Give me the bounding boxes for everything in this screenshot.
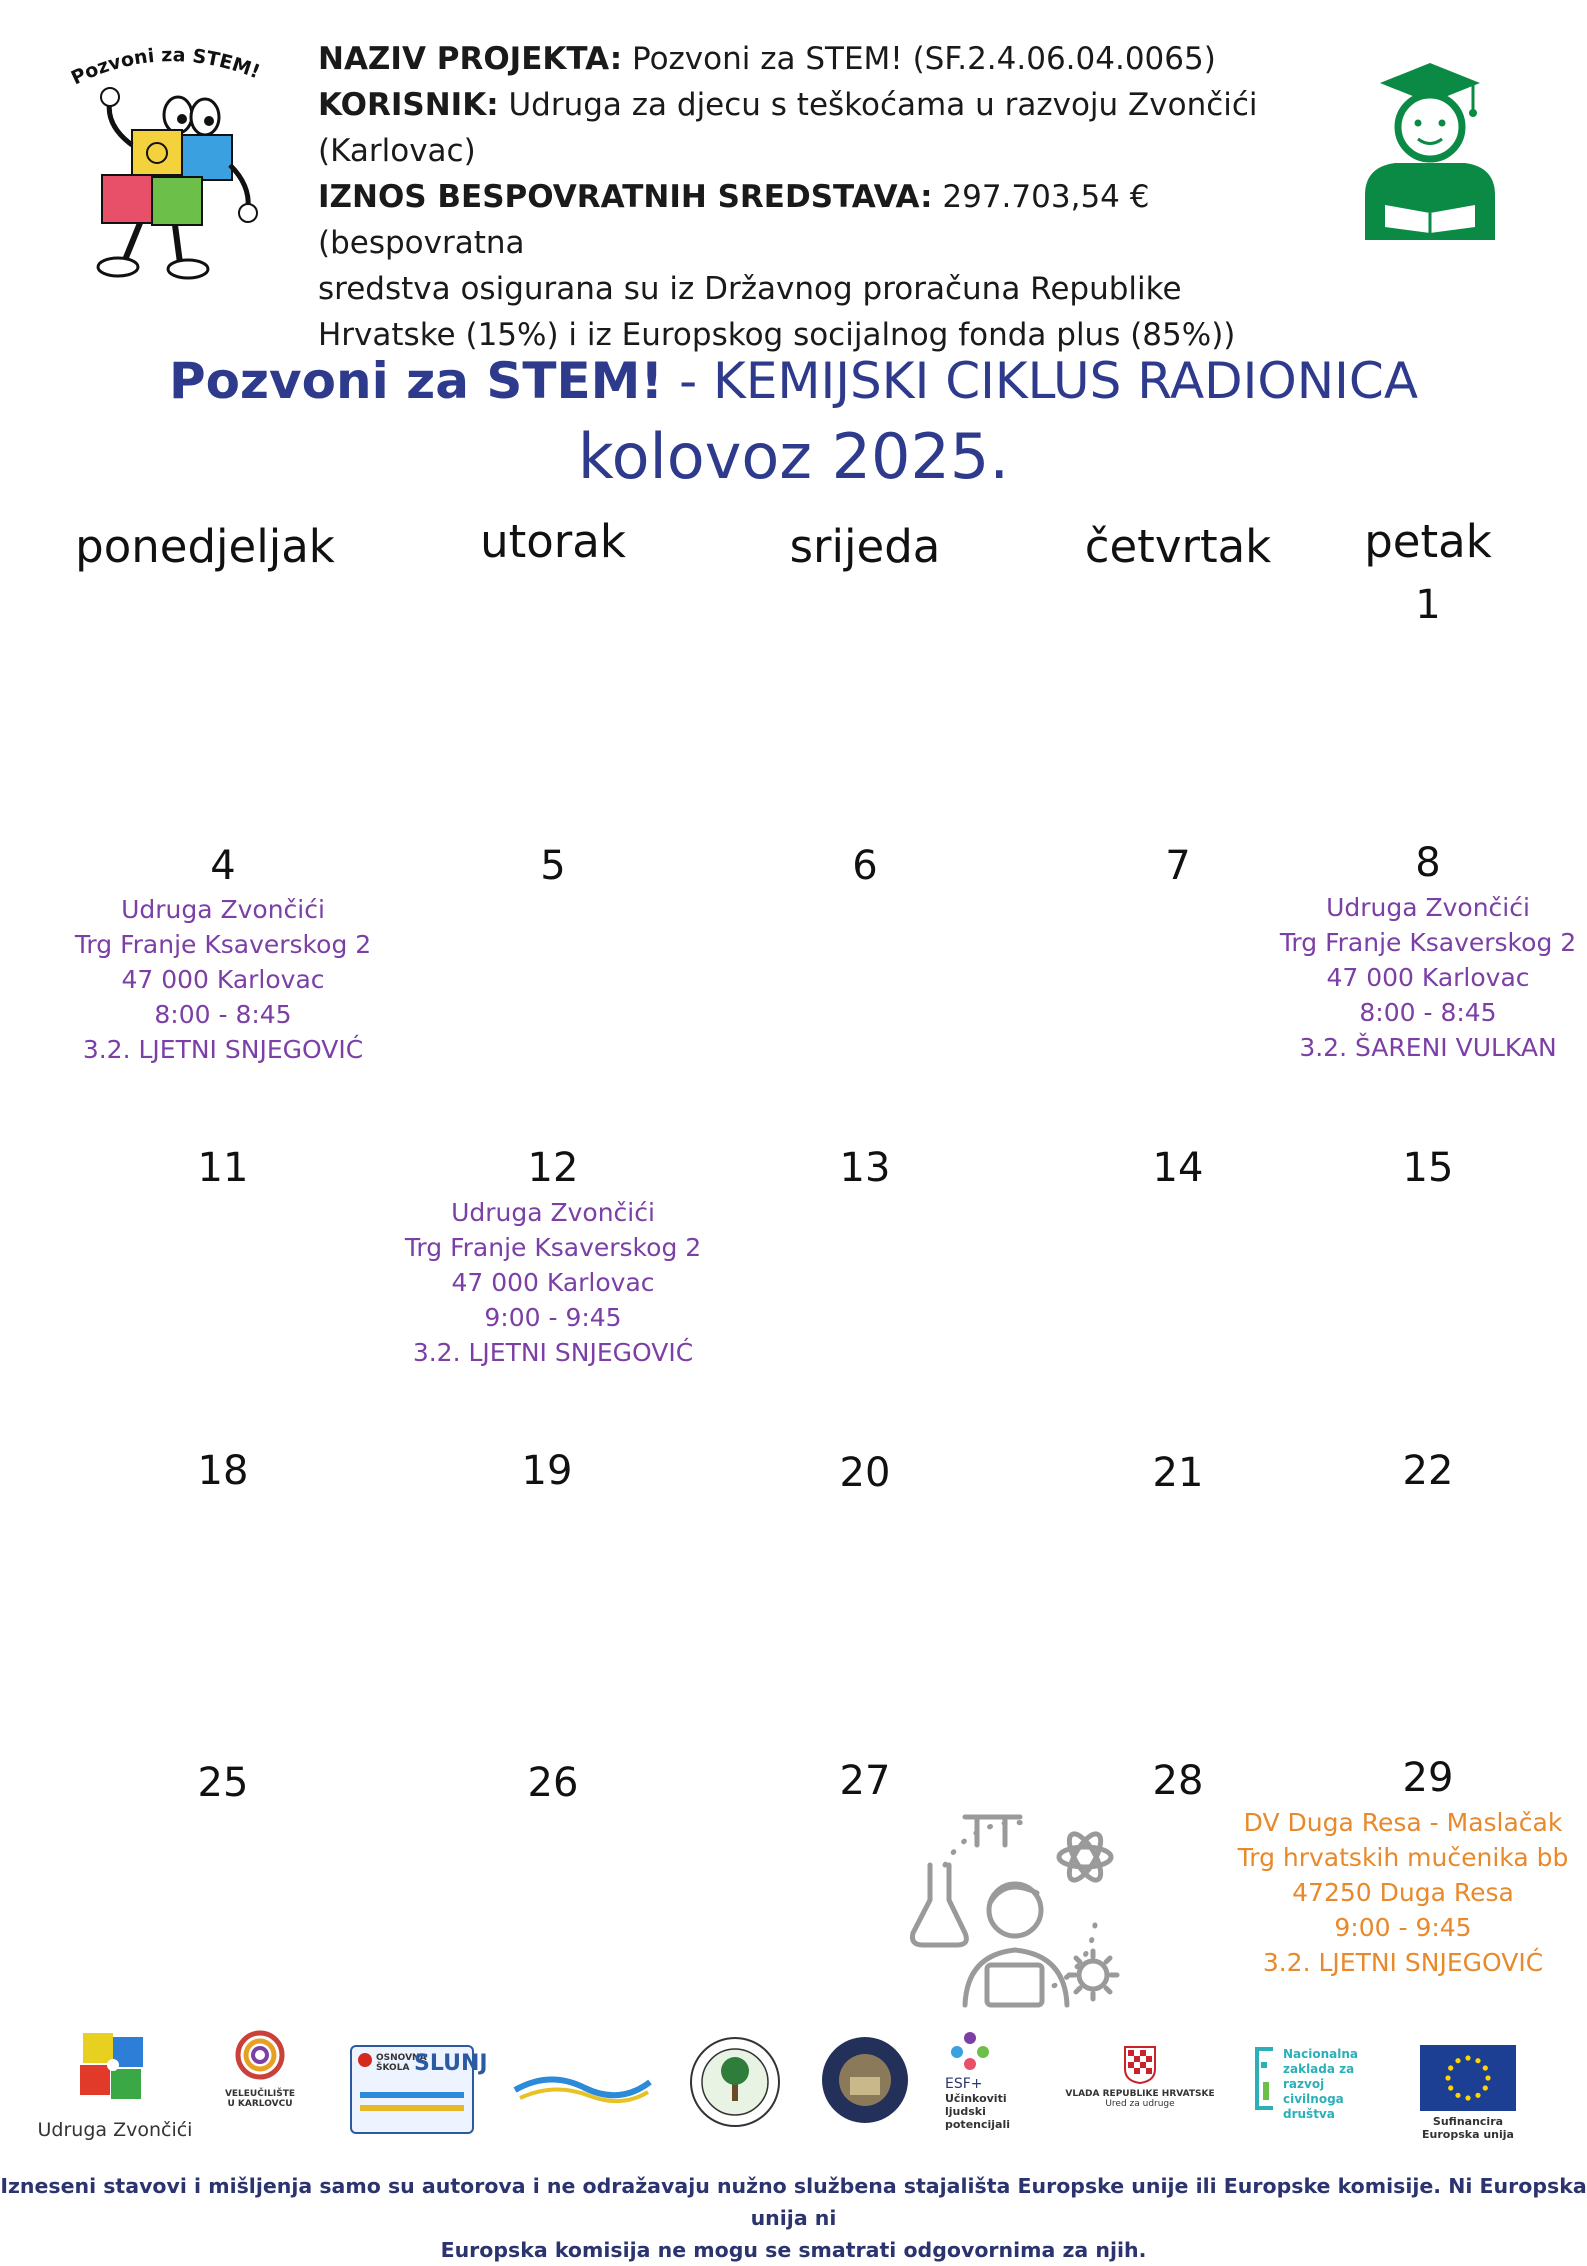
scientist-icon (905, 1805, 1135, 2020)
project-user-value-2: (Karlovac) (318, 133, 476, 169)
disclaimer-line-2: Europska komisija ne mogu se smatrati odgovornima za njih. (440, 2238, 1147, 2262)
partner-logo-esf (945, 2030, 1035, 2150)
project-amount-value: 297.703,54 € (bespovratna (318, 179, 1150, 261)
vlada-line-2: Ured za udruge (1105, 2099, 1175, 2109)
project-user-label: KORISNIK: (318, 87, 499, 123)
slunj-line-2: ŠKOLA (376, 2063, 410, 2073)
event-4-workshop: 3.2. LJETNI SNJEGOVIĆ (82, 1035, 364, 1064)
slunj-line-3: SLUNJ (414, 2051, 488, 2076)
event-12-city: 47 000 Karlovac (451, 1268, 655, 1297)
esf-line-4: potencijali (945, 2118, 1011, 2131)
day-header-tuesday: utorak (480, 515, 626, 568)
month-title: kolovoz 2025. (577, 420, 1010, 493)
event-29-place: DV Duga Resa - Maslačak (1243, 1808, 1563, 1837)
partner-logo-lusinja (688, 2035, 783, 2130)
date-12: 12 (527, 1145, 579, 1191)
event-8-city: 47 000 Karlovac (1326, 963, 1530, 992)
partner-logo-zvoncici (35, 2025, 195, 2150)
project-name-label: NAZIV PROJEKTA: (318, 41, 623, 77)
project-amount-label: IZNOS BESPOVRATNIH SREDSTAVA: (318, 179, 933, 215)
date-7: 7 (1165, 843, 1191, 889)
project-user-value: Udruga za djecu s teškoćama u razvoju Zvončići (508, 87, 1258, 123)
date-22: 22 (1402, 1448, 1454, 1494)
event-12-time: 9:00 - 9:45 (484, 1303, 622, 1332)
event-8-street: Trg Franje Ksaverskog 2 (1279, 928, 1577, 957)
date-8: 8 (1415, 840, 1441, 886)
event-29-workshop: 3.2. LJETNI SNJEGOVIĆ (1262, 1948, 1544, 1977)
event-29-street: Trg hrvatskih mučenika bb (1237, 1843, 1569, 1872)
vlada-line-1: VLADA REPUBLIKE HRVATSKE (1065, 2089, 1215, 2099)
eu-line-2: Europska unija (1422, 2128, 1514, 2141)
event-8-place: Udruga Zvončići (1326, 893, 1530, 922)
partner-logo-vuka (215, 2025, 305, 2145)
esf-line-2: Učinkoviti (945, 2092, 1007, 2105)
date-11: 11 (197, 1145, 249, 1191)
date-18: 18 (197, 1448, 249, 1494)
day-header-wednesday: srijeda (789, 520, 941, 573)
page-title (0, 352, 1587, 410)
event-12-street: Trg Franje Ksaverskog 2 (404, 1233, 702, 1262)
event-8-workshop: 3.2. ŠARENI VULKAN (1299, 1033, 1557, 1062)
date-20: 20 (839, 1450, 891, 1496)
nzrcd-line-2: zaklada za (1283, 2062, 1355, 2076)
day-header-monday: ponedjeljak (75, 520, 335, 573)
partner-logo-eu (1418, 2045, 1518, 2145)
event-12 (383, 1195, 723, 1370)
nzrcd-line-3: razvoj (1283, 2077, 1325, 2091)
event-4 (53, 892, 393, 1067)
partner-logo-os-braca-seljan (820, 2035, 910, 2125)
svg-text:Pozvoni za STEM! (68, 44, 263, 89)
date-29: 29 (1402, 1755, 1454, 1801)
project-info (318, 36, 1328, 358)
disclaimer-line-1: Izneseni stavovi i mišljenja samo su autorova i ne odražavaju nužno službena stajališta Europske unije ili Europske komisije. Ni Europska unija ni (0, 2174, 1587, 2230)
partner-logo-os-slunj (350, 2045, 488, 2134)
date-26: 26 (527, 1760, 579, 1806)
date-19: 19 (521, 1448, 573, 1494)
event-4-street: Trg Franje Ksaverskog 2 (74, 930, 372, 959)
event-29-time: 9:00 - 9:45 (1334, 1913, 1472, 1942)
event-4-time: 8:00 - 8:45 (154, 1000, 292, 1029)
date-1: 1 (1415, 582, 1441, 628)
project-name-value: Pozvoni za STEM! (SF.2.4.06.04.0065) (631, 41, 1216, 77)
event-29 (1233, 1805, 1573, 1980)
date-5: 5 (540, 843, 566, 889)
partner-logo-wave (510, 2060, 655, 2110)
event-12-place: Udruga Zvončići (451, 1198, 655, 1227)
project-amount-value-2: sredstva osigurana su iz Državnog proračuna Republike (318, 271, 1182, 307)
event-12-workshop: 3.2. LJETNI SNJEGOVIĆ (412, 1338, 694, 1367)
partner-zvoncici-label: Udruga Zvončići (37, 2119, 193, 2141)
esf-line-3: ljudski (945, 2105, 986, 2118)
event-8 (1258, 890, 1587, 1065)
vuka-line-2: U KARLOVCU (227, 2099, 293, 2109)
title-rest: - KEMIJSKI CIKLUS RADIONICA (663, 352, 1419, 410)
logo-text: Pozvoni za STEM! (67, 44, 263, 90)
partner-logo-nzrcd (1255, 2042, 1395, 2142)
vuka-line-1: VELEUČILIŠTE (224, 2089, 296, 2099)
project-amount-value-3: Hrvatske (15%) i iz Europskog socijalnog fonda plus (85%)) (318, 317, 1236, 353)
title-strong: Pozvoni za STEM! (168, 352, 664, 410)
date-13: 13 (839, 1145, 891, 1191)
nzrcd-line-5: društva (1283, 2107, 1335, 2121)
date-25: 25 (197, 1760, 249, 1806)
date-6: 6 (852, 843, 878, 889)
slunj-line-1: OSNOVNA (376, 2053, 427, 2063)
day-header-thursday: četvrtak (1084, 520, 1272, 573)
eu-line-1: Sufinancira (1432, 2115, 1504, 2128)
esf-line-1: ESF+ (945, 2076, 983, 2092)
date-28: 28 (1152, 1758, 1204, 1804)
pozvoni-za-stem-logo (60, 35, 270, 285)
partner-logo-vlada (1065, 2045, 1215, 2135)
event-29-city: 47250 Duga Resa (1292, 1878, 1514, 1907)
event-4-place: Udruga Zvončići (121, 895, 325, 924)
event-8-time: 8:00 - 8:45 (1359, 998, 1497, 1027)
date-14: 14 (1152, 1145, 1204, 1191)
date-21: 21 (1152, 1450, 1204, 1496)
date-15: 15 (1402, 1145, 1454, 1191)
date-4: 4 (210, 843, 236, 889)
nzrcd-line-4: civilnoga (1283, 2092, 1344, 2106)
disclaimer (0, 2170, 1587, 2266)
eu-flag-icon (1420, 2045, 1516, 2111)
graduate-reader-icon (1355, 55, 1505, 245)
event-4-city: 47 000 Karlovac (121, 965, 325, 994)
date-27: 27 (839, 1758, 891, 1804)
nzrcd-line-1: Nacionalna (1283, 2047, 1359, 2061)
day-header-friday: petak (1364, 515, 1492, 568)
